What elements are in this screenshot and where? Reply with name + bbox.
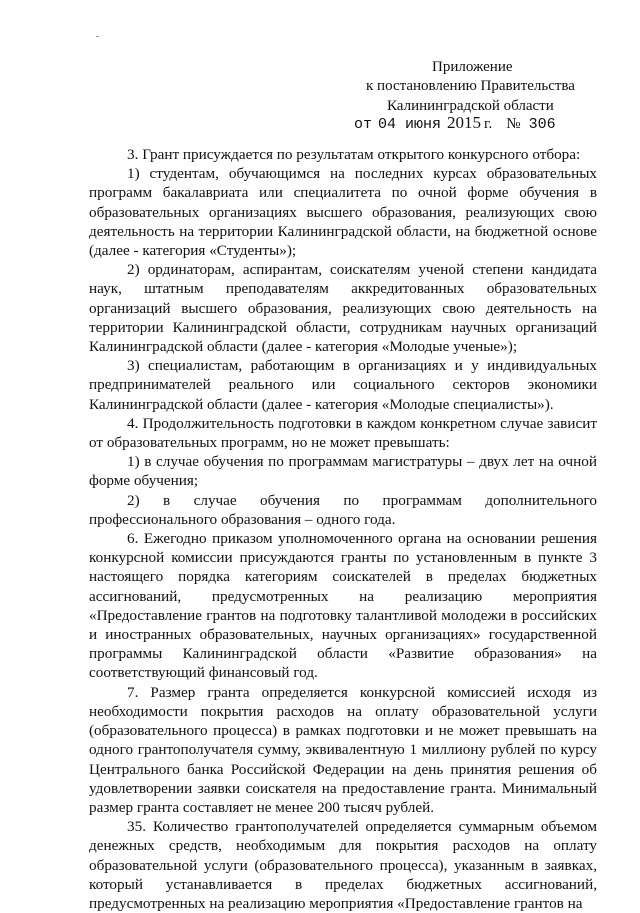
paragraph-4-item-2: 2) в случае обучения по программам дополнительного профессионального образования – одного года. [89, 491, 597, 528]
appendix-date-number-line [354, 113, 556, 134]
appendix-resolution-line: к постановлению Правительства [366, 78, 575, 94]
paragraph-6: 6. Ежегодно приказом уполномоченного органа на основании решения конкурсной комиссии присуждаются гранты по установленным в пункте 3 настоящего порядка категориям соискателей в пределах бюджетных ассигнований, предусмотренных на реализацию мероприятия «Предоставление грантов на подготовку талантливой молодежи в российских и иностранных образовательных, научных организациях» государственной программы Калининградской области «Развитие образования» на соответствующий финансовый год. [89, 530, 597, 682]
paragraph-3-item-1: 1) студентам, обучающимся на последних курсах образовательных программ бакалавриата или специалитета по очной форме обучения в образовательных организациях высшего образования, реализующих свою деятельность на территории Калининградской области, на бюджетной основе (далее - категория «Студенты»); [89, 165, 597, 260]
resolution-year: 2015 [447, 113, 482, 132]
year-suffix: г. [484, 116, 493, 132]
date-prefix: от [354, 116, 373, 133]
paragraph-3-item-2: 2) ординаторам, аспирантам, соискателям ученой степени кандидата наук, штатным преподавателям аккредитованных образовательных организаций высшего образования, реализующих свою деятельность на территории Калининградской области, сотрудникам научных организаций Калининградской области (далее - категория «Молодые ученые»); [89, 261, 597, 356]
paragraph-35: 35. Количество грантополучателей определяется суммарным объемом денежных средств, необходимым для покрытия расходов на оплату образовательной услуги (образовательного процесса), указанным в заявках, который устанавливается в пределах бюджетных ассигнований, предусмотренных на реализацию мероприятия «Предоставление грантов на [89, 818, 597, 912]
paragraph-3-item-3: 3) специалистам, работающим в организациях и у индивидуальных предпринимателей реального или социального секторов экономики Калининградской области (далее - категория «Молодые специалисты»). [89, 357, 597, 413]
document-body [89, 145, 597, 913]
appendix-title: Приложение [432, 59, 513, 75]
paragraph-3-intro: 3. Грант присуждается по результатам открытого конкурсного отбора: [127, 146, 581, 163]
resolution-number: 306 [528, 116, 556, 133]
paragraph-7: 7. Размер гранта определяется конкурсной комиссией исходя из необходимости покрытия расходов на оплату образовательной услуги (образовательного процесса) в рамках подготовки и не может превышать на одного грантополучателя сумму, эквивалентную 1 миллиону рублей по курсу Центрального банка Российской Федерации на день принятия решения об удовлетворении заявки соискателя на предоставление гранта. Минимальный размер гранта составляет не менее 200 тысяч рублей. [89, 683, 597, 816]
appendix-region-line: Калининградской области [387, 98, 554, 114]
paragraph-4-item-1: 1) в случае обучения по программам магистратуры – двух лет на очной форме обучения; [89, 453, 597, 490]
number-sign: № [506, 116, 521, 132]
paragraph-4-intro: 4. Продолжительность подготовки в каждом конкретном случае зависит от образовательных программ, но не может превышать: [89, 414, 597, 452]
scan-mark [96, 36, 99, 37]
resolution-date: 04 июня [378, 116, 442, 133]
